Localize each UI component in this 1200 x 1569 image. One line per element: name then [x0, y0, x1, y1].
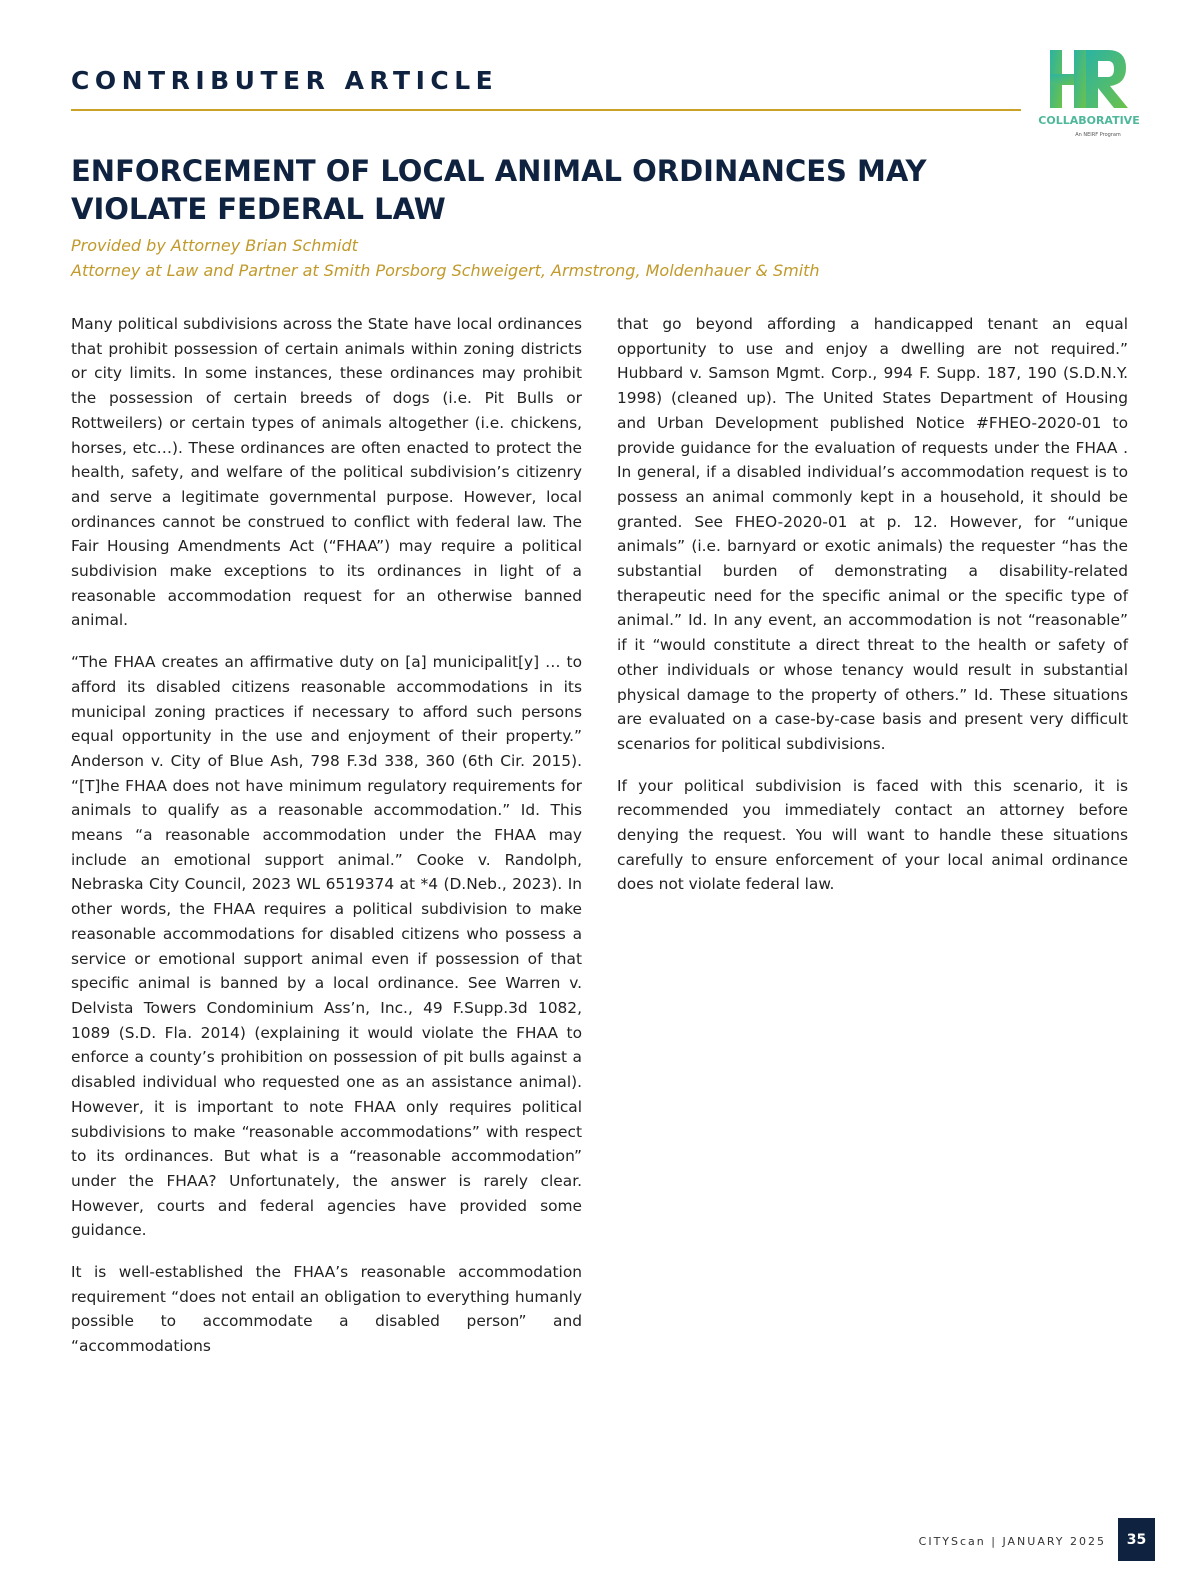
footer-publication: CITYScan | JANUARY 2025	[918, 1535, 1106, 1548]
section-label: CONTRIBUTER ARTICLE	[71, 66, 499, 95]
paragraph: “The FHAA creates an affirmative duty on [a] municipalit[y] … to afford its disabled citizens reasonable accommodations in its municipal zoning practices if necessary to afford such persons equal opportunity in the use and enjoyment of their property.” Anderson v. City of Blue Ash, 798 F.3d 338, 360 (6th Cir. 2015). “[T]he FHAA does not have minimum regulatory requirements for animals to qualify as a reasonable accommodation.” Id. This means “a reasonable accommodation under the FHAA may include an emotional support animal.” Cooke v. Randolph, Nebraska City Council, 2023 WL 6519374 at *4 (D.Neb., 2023). In other words, the FHAA requires a political subdivision to make reasonable accommodations for disabled citizens who possess a service or emotional support animal even if possession of that specific animal is banned by a local ordinance. See Warren v. Delvista Towers Condominium Ass’n, Inc., 49 F.Supp.3d 1082, 1089 (S.D. Fla. 2014) (explaining it would violate the FHAA to enforce a county’s prohibition on possession of pit bulls against a disabled individual who requested one as an assistance animal). However, it is important to note FHAA only requires political subdivisions to make “reasonable accommodations” with respect to its ordinances. But what is a “reasonable accommodation” under the FHAA? Unfortunately, the answer is rarely clear. However, courts and federal agencies have provided some guidance.	[71, 653, 582, 1240]
logo-subtext: An NEIRF Program	[1075, 132, 1121, 138]
paragraph: Many political subdivisions across the State have local ordinances that prohibit possession of certain animals within zoning districts or city limits. In some instances, these ordinances may prohibit the possession of certain breeds of dogs (i.e. Pit Bulls or Rottweilers) or certain types of animals altogether (i.e. chickens, horses, etc…). These ordinances are often enacted to protect the health, safety, and welfare of the political subdivision’s citizenry and serve a legitimate governmental purpose. However, local ordinances cannot be construed to conflict with federal law. The Fair Housing Amendments Act (“FHAA”) may require a political subdivision make exceptions to its ordinances in light of a reasonable accommodation request for an otherwise banned animal.	[71, 315, 582, 630]
header-divider	[71, 109, 1021, 111]
page-number: 35	[1118, 1518, 1155, 1561]
paragraph: If your political subdivision is faced with this scenario, it is recommended you immediately contact an attorney before denying the request. You will want to handle these situations carefully to ensure enforcement of your local animal ordinance does not violate federal law.	[617, 776, 1128, 894]
logo-text: COLLABORATIVE	[1038, 114, 1140, 127]
article-column-left	[71, 312, 582, 1376]
byline-author: Provided by Attorney Brian Schmidt	[71, 236, 358, 255]
logo-mark-icon	[1036, 44, 1142, 144]
article-title: ENFORCEMENT OF LOCAL ANIMAL ORDINANCES MAY VIOLATE FEDERAL LAW	[71, 154, 927, 226]
paragraph: It is well-established the FHAA’s reasonable accommodation requirement “does not entail an obligation to everything humanly possible to accommodate a disabled person” and “accommodations	[71, 1263, 582, 1356]
article-column-right	[617, 312, 1128, 914]
paragraph: that go beyond affording a handicapped tenant an equal opportunity to use and enjoy a dwelling are not required.” Hubbard v. Samson Mgmt. Corp., 994 F. Supp. 187, 190 (S.D.N.Y. 1998) (cleaned up). The United States Department of Housing and Urban Development published Notice #FHEO-2020-01 to provide guidance for the evaluation of requests under the FHAA . In general, if a disabled individual’s accommodation request is to possess an animal commonly kept in a household, it should be granted. See FHEO-2020-01 at p. 12. However, for “unique animals” (i.e. barnyard or exotic animals) the requester “has the substantial burden of demonstrating a disability-related therapeutic need for the specific animal or the specific type of animal.” Id. In any event, an accommodation is not “reasonable” if it “would constitute a direct threat to the health or safety of other individuals or whose tenancy would result in substantial physical damage to the property of others.” Id. These situations are evaluated on a case-by-case basis and present very difficult scenarios for political subdivisions.	[617, 315, 1128, 753]
byline-affiliation: Attorney at Law and Partner at Smith Porsborg Schweigert, Armstrong, Moldenhauer & Smith	[71, 261, 820, 280]
hr-collaborative-logo	[1036, 44, 1142, 144]
